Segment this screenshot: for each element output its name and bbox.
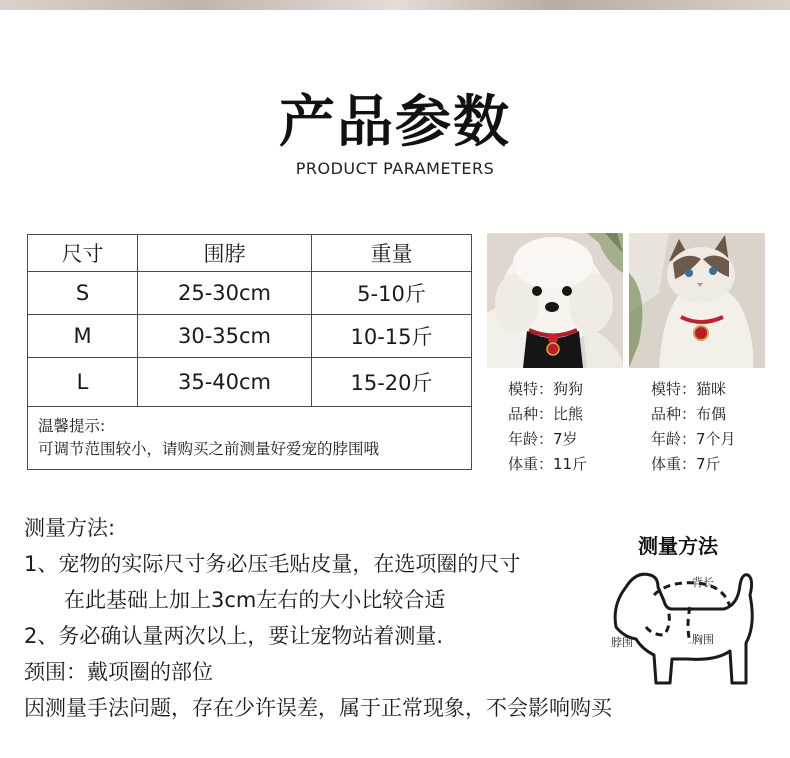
cat-breed-line: 品种：布偶	[651, 405, 727, 423]
page-subtitle: PRODUCT PARAMETERS	[295, 159, 495, 178]
cat-model-photo	[629, 233, 765, 368]
cat-weight-line: 体重：7斤	[651, 455, 721, 473]
cat-model-line: 模特：猫咪	[651, 380, 727, 398]
measurement-step-2: 2、务必确认量两次以上，要让宠物站着测量.	[24, 624, 444, 648]
cell-neck: 30-35cm	[138, 315, 312, 358]
dog-model-photo	[487, 233, 623, 368]
tip-cell	[28, 407, 472, 470]
cat-illustration	[629, 233, 765, 368]
tip-text: 可调节范围较小，请购买之前测量好爱宠的脖围哦	[38, 440, 380, 458]
dog-weight-line: 体重：11斤	[508, 455, 588, 473]
diagram-title: 测量方法	[638, 534, 718, 558]
cat-age-line: 年龄：7个月	[651, 430, 736, 448]
dog-breed-line: 品种：比熊	[508, 405, 584, 423]
table-row	[28, 358, 472, 407]
top-photo-strip	[0, 0, 790, 10]
header-size: 尺寸	[28, 235, 138, 272]
dog-model-line: 模特：狗狗	[508, 380, 584, 398]
tip-title: 温馨提示:	[38, 417, 106, 435]
header-weight: 重量	[312, 235, 472, 272]
measurement-step-1: 1、宠物的实际尺寸务必压毛贴皮量，在选项圈的尺寸	[24, 552, 521, 576]
table-row	[28, 272, 472, 315]
size-table	[27, 234, 472, 470]
cell-neck: 25-30cm	[138, 272, 312, 315]
page-title: 产品参数	[279, 90, 511, 155]
cell-weight: 15-20斤	[312, 358, 472, 407]
measurement-dog-diagram	[606, 565, 766, 690]
cell-weight: 5-10斤	[312, 272, 472, 315]
dog-model-info	[508, 377, 587, 477]
cell-size: L	[28, 358, 138, 407]
cell-neck: 35-40cm	[138, 358, 312, 407]
cell-weight: 10-15斤	[312, 315, 472, 358]
dog-illustration	[487, 233, 623, 368]
tip-row	[28, 407, 472, 470]
cell-size: M	[28, 315, 138, 358]
header-neck: 围脖	[138, 235, 312, 272]
measurement-instructions	[24, 510, 612, 726]
label-back-length: 背长	[692, 576, 714, 589]
label-chest: 胸围	[692, 633, 714, 646]
table-header-row	[28, 235, 472, 272]
table-row	[28, 315, 472, 358]
measurement-step-1-cont: 在此基础上加上3cm左右的大小比较合适	[64, 588, 446, 612]
label-neck: 脖围	[611, 636, 633, 649]
error-note: 因测量手法问题，存在少许误差，属于正常现象，不会影响购买	[24, 696, 612, 720]
dog-age-line: 年龄：7岁	[508, 430, 578, 448]
measurement-heading: 测量方法:	[24, 516, 116, 540]
cat-model-info	[651, 377, 736, 477]
neck-note: 颈围：戴项圈的部位	[24, 660, 213, 684]
cell-size: S	[28, 272, 138, 315]
